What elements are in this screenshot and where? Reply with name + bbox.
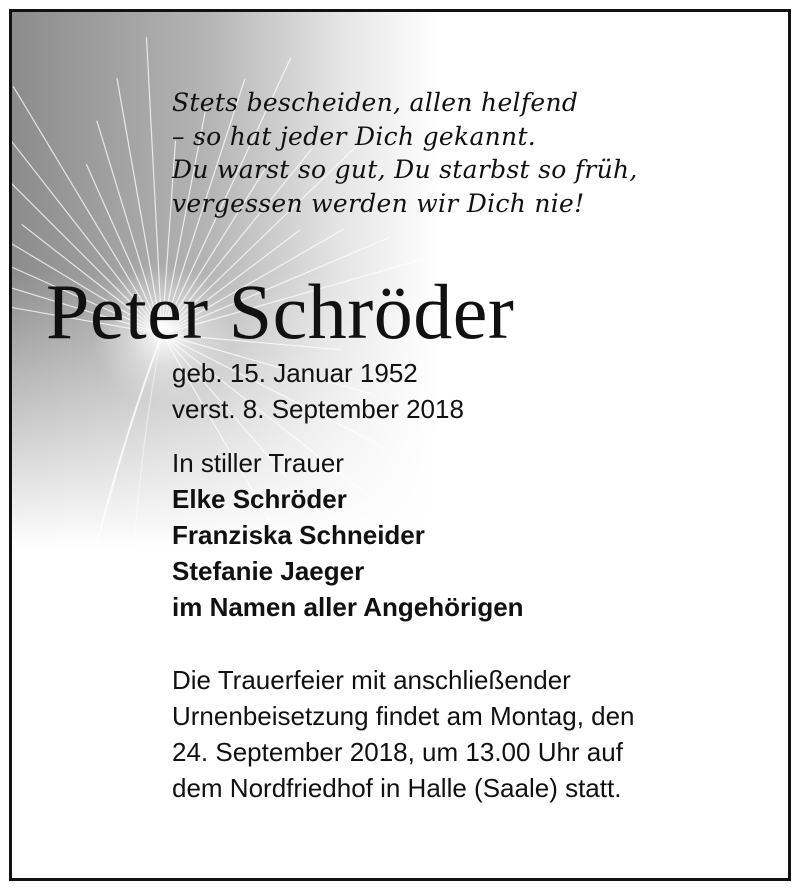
life-dates bbox=[172, 355, 464, 427]
deceased-name: Peter Schröder bbox=[46, 268, 515, 355]
funeral-line: 24. September 2018, um 13.00 Uhr auf bbox=[172, 737, 623, 767]
funeral-line: Die Trauerfeier mit anschließender bbox=[172, 665, 571, 695]
poem-line: Du warst so gut, Du starbst so früh, bbox=[172, 155, 638, 184]
obituary-notice bbox=[9, 9, 791, 881]
mourner-name: Elke Schröder bbox=[172, 484, 347, 514]
mourners-block bbox=[172, 445, 524, 625]
poem bbox=[172, 86, 638, 220]
poem-line: – so hat jeder Dich gekannt. bbox=[172, 121, 537, 151]
mourner-name: Stefanie Jaeger bbox=[172, 556, 365, 586]
funeral-line: Urnenbeisetzung findet am Montag, den bbox=[172, 701, 635, 731]
mourner-name: Franziska Schneider bbox=[172, 520, 425, 550]
funeral-line: dem Nordfriedhof in Halle (Saale) statt. bbox=[172, 773, 622, 803]
mourning-intro: In stiller Trauer bbox=[172, 448, 344, 478]
mourner-relatives: im Namen aller Angehörigen bbox=[172, 592, 524, 622]
funeral-info bbox=[172, 662, 635, 806]
death-date: verst. 8. September 2018 bbox=[172, 394, 464, 424]
birth-date: geb. 15. Januar 1952 bbox=[172, 358, 418, 388]
poem-line: Stets bescheiden, allen helfend bbox=[172, 88, 579, 117]
poem-line: vergessen werden wir Dich nie! bbox=[172, 188, 585, 218]
